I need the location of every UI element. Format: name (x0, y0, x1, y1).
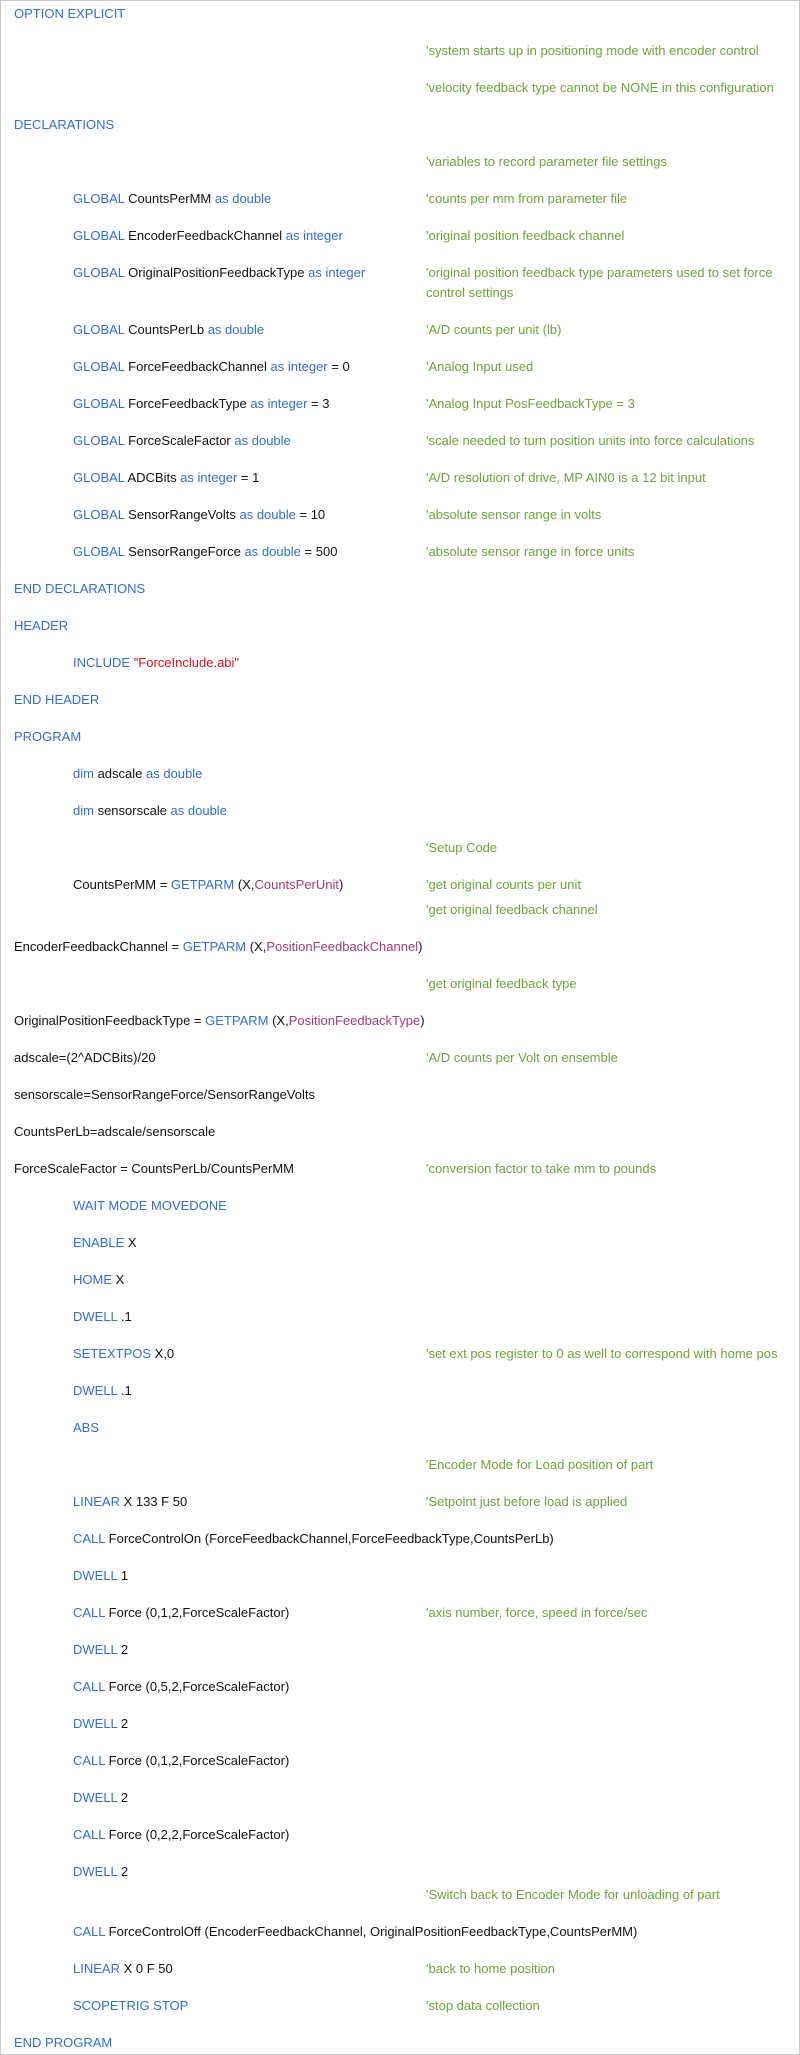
keyword: dim (73, 803, 94, 818)
identifier: EncoderFeedbackChannel (128, 228, 283, 243)
identifier: OriginalPositionFeedbackType (128, 265, 305, 280)
keyword: as double (207, 322, 265, 337)
identifier: EncoderFeedbackChannel = (14, 939, 183, 954)
code-line (73, 1605, 289, 1621)
keyword: GLOBAL (73, 265, 125, 280)
keyword: DWELL (73, 1716, 118, 1731)
keyword: dim (73, 766, 94, 781)
comment: 'conversion factor to take mm to pounds (426, 1161, 657, 1176)
comment: 'A/D counts per unit (lb) (426, 322, 562, 337)
comment: 'velocity feedback type cannot be NONE in this configuration (426, 80, 774, 95)
keyword: as double (146, 766, 203, 781)
statement: CountsPerLb=adscale/sensorscale (14, 1124, 216, 1139)
identifier: ForceFeedbackType (128, 396, 247, 411)
identifier: CountsPerLb (128, 322, 205, 337)
punctuation: ) (420, 1013, 425, 1028)
comment: 'system starts up in positioning mode with encoder control (426, 43, 759, 58)
comment: 'A/D resolution of drive, MP AIN0 is a 12 bit input (426, 470, 706, 485)
comment: 'get original counts per unit (426, 877, 581, 892)
keyword: CALL (73, 1531, 106, 1546)
statement: Force (0,2,2,ForceScaleFactor) (105, 1827, 290, 1842)
keyword: SCOPETRIG STOP (73, 1998, 189, 2013)
code-line (73, 359, 350, 375)
keyword: LINEAR (73, 1494, 120, 1509)
code-line (73, 544, 337, 560)
code-line (73, 1998, 188, 2014)
code-line (14, 6, 125, 22)
comment: 'set ext pos register to 0 as well to correspond with home pos (426, 1346, 778, 1361)
keyword: GLOBAL (73, 507, 125, 522)
keyword: CALL (73, 1679, 106, 1694)
keyword: as integer (285, 228, 343, 243)
keyword: as double (234, 433, 291, 448)
string-literal: "ForceInclude.abi" (133, 655, 240, 670)
keyword: GETPARM (170, 877, 235, 892)
punctuation: (X, (234, 877, 255, 892)
code-line (73, 1198, 227, 1214)
keyword: as integer (270, 359, 328, 374)
code-line (73, 396, 329, 412)
keyword: GETPARM (182, 939, 247, 954)
keyword: END DECLARATIONS (14, 581, 146, 596)
value: = 1 (237, 470, 260, 485)
code-line (73, 1924, 637, 1940)
comment: 'original position feedback channel (426, 228, 625, 243)
code-line (14, 692, 99, 708)
code-line (14, 618, 68, 634)
statement: ForceControlOn (ForceFeedbackChannel,ForceFeedbackType,CountsPerLb) (105, 1531, 554, 1546)
keyword: SETEXTPOS (73, 1346, 152, 1361)
code-line (14, 729, 81, 745)
comment: 'A/D counts per Volt on ensemble (426, 1050, 618, 1065)
keyword: as double (170, 803, 227, 818)
keyword: WAIT MODE MOVEDONE (73, 1198, 227, 1213)
code-line (73, 1346, 174, 1362)
keyword: HEADER (14, 618, 69, 633)
code-line (73, 433, 291, 449)
argument: X (112, 1272, 125, 1287)
code-line (73, 1753, 289, 1769)
statement: ForceScaleFactor = CountsPerLb/CountsPerMM (14, 1161, 294, 1176)
keyword: DECLARATIONS (14, 117, 115, 132)
keyword: GLOBAL (73, 359, 125, 374)
comment: 'counts per mm from parameter file (426, 191, 628, 206)
identifier: SensorRangeVolts (128, 507, 236, 522)
argument: 2 (117, 1716, 129, 1731)
keyword: PROGRAM (14, 729, 82, 744)
keyword: GLOBAL (73, 228, 125, 243)
comment: 'Switch back to Encoder Mode for unloading of part (426, 1887, 720, 1902)
identifier: ForceFeedbackChannel (128, 359, 267, 374)
code-line (73, 1790, 128, 1806)
code-line (14, 1124, 215, 1140)
keyword: INCLUDE (73, 655, 134, 670)
code-line (14, 1161, 294, 1177)
punctuation: (X, (246, 939, 267, 954)
keyword: as double (214, 191, 272, 206)
comment: 'get original feedback type (426, 976, 577, 991)
statement: Force (0,1,2,ForceScaleFactor) (105, 1605, 290, 1620)
keyword: DWELL (73, 1790, 118, 1805)
value: = 3 (307, 396, 330, 411)
keyword: GLOBAL (73, 544, 125, 559)
argument: 2 (117, 1864, 129, 1879)
argument: .1 (117, 1309, 132, 1324)
keyword: as integer (308, 265, 366, 280)
code-line (14, 1087, 315, 1103)
parameter: CountsPerUnit (254, 877, 340, 892)
statement: Force (0,1,2,ForceScaleFactor) (105, 1753, 290, 1768)
code-line (73, 1272, 124, 1288)
keyword: as integer (250, 396, 308, 411)
code-line (14, 1013, 425, 1029)
statement: sensorscale=SensorRangeForce/SensorRangeVolts (14, 1087, 315, 1102)
argument: X,0 (151, 1346, 175, 1361)
keyword: CALL (73, 1753, 106, 1768)
keyword: GLOBAL (73, 433, 125, 448)
keyword: DWELL (73, 1383, 118, 1398)
punctuation: ) (418, 939, 423, 954)
argument: 2 (117, 1642, 129, 1657)
comment: 'back to home position (426, 1961, 555, 1976)
keyword: DWELL (73, 1864, 118, 1879)
keyword: DWELL (73, 1568, 118, 1583)
keyword: GLOBAL (73, 191, 125, 206)
keyword: CALL (73, 1924, 106, 1939)
keyword: DWELL (73, 1642, 118, 1657)
comment: 'stop data collection (426, 1998, 540, 2013)
code-line (73, 507, 325, 523)
punctuation: (X, (268, 1013, 289, 1028)
code-line (14, 939, 422, 955)
code-line (73, 1642, 128, 1658)
punctuation: ) (339, 877, 344, 892)
identifier: ADCBits (127, 470, 177, 485)
code-line (73, 803, 227, 819)
comment: 'absolute sensor range in volts (426, 507, 602, 522)
statement: Force (0,5,2,ForceScaleFactor) (105, 1679, 290, 1694)
identifier: ForceScaleFactor (128, 433, 231, 448)
statement: ForceControlOff (EncoderFeedbackChannel, OriginalPositionFeedbackType,CountsPerMM) (105, 1924, 638, 1939)
identifier: adscale (93, 766, 146, 781)
comment: 'Analog Input PosFeedbackType = 3 (426, 396, 635, 411)
comment: 'scale needed to turn position units into force calculations (426, 433, 755, 448)
comment: 'Encoder Mode for Load position of part (426, 1457, 654, 1472)
keyword: as integer (180, 470, 238, 485)
keyword: as double (244, 544, 301, 559)
keyword: ENABLE (73, 1235, 125, 1250)
comment: 'Setup Code (426, 840, 498, 855)
argument: .1 (117, 1383, 132, 1398)
code-line (73, 1827, 289, 1843)
comment: 'variables to record parameter file settings (426, 154, 667, 169)
code-line (73, 1961, 173, 1977)
code-line (73, 1531, 554, 1547)
comment: 'axis number, force, speed in force/sec (426, 1605, 648, 1620)
code-line (73, 1568, 128, 1584)
keyword: ABS (73, 1420, 100, 1435)
identifier: CountsPerMM = (73, 877, 171, 892)
argument: X 133 F 50 (119, 1494, 188, 1509)
code-line (14, 1050, 156, 1066)
argument: X (124, 1235, 137, 1250)
code-line (73, 265, 365, 281)
keyword: CALL (73, 1605, 106, 1620)
keyword: END HEADER (14, 692, 100, 707)
keyword: CALL (73, 1827, 106, 1842)
comment: 'get original feedback channel (426, 902, 598, 917)
argument: 2 (117, 1790, 129, 1805)
code-line (73, 191, 271, 207)
parameter: PositionFeedbackChannel (266, 939, 419, 954)
identifier: SensorRangeForce (128, 544, 241, 559)
code-line (73, 1716, 128, 1732)
keyword: HOME (73, 1272, 112, 1287)
code-line (73, 1864, 128, 1880)
code-line (14, 117, 114, 133)
parameter: PositionFeedbackType (288, 1013, 421, 1028)
argument: X 0 F 50 (119, 1961, 173, 1976)
code-line (73, 322, 264, 338)
keyword: GLOBAL (73, 396, 125, 411)
value: = 500 (300, 544, 338, 559)
code-line (73, 655, 239, 671)
keyword: LINEAR (73, 1961, 120, 1976)
identifier: CountsPerMM (128, 191, 212, 206)
code-line (73, 470, 259, 486)
code-line (73, 1309, 132, 1325)
code-line (73, 1494, 187, 1510)
keyword: GLOBAL (73, 322, 125, 337)
identifier: sensorscale (93, 803, 171, 818)
comment: 'Setpoint just before load is applied (426, 1494, 628, 1509)
statement: adscale=(2^ADCBits)/20 (14, 1050, 156, 1065)
comment: 'original position feedback type parameters used to set force control settings (426, 265, 773, 300)
code-line (73, 1679, 289, 1695)
code-line (73, 766, 202, 782)
keyword: DWELL (73, 1309, 118, 1324)
code-line (14, 581, 145, 597)
comment: 'Analog Input used (426, 359, 534, 374)
code-line (73, 1235, 137, 1251)
value: = 0 (327, 359, 350, 374)
code-line (73, 1383, 132, 1399)
keyword: as double (239, 507, 296, 522)
keyword: GETPARM (205, 1013, 269, 1028)
keyword: GLOBAL (73, 470, 125, 485)
value: = 10 (295, 507, 326, 522)
code-line (73, 877, 343, 893)
code-line (14, 2035, 112, 2051)
comment: 'absolute sensor range in force units (426, 544, 635, 559)
argument: 1 (117, 1568, 129, 1583)
keyword: END PROGRAM (14, 2035, 113, 2050)
keyword: OPTION EXPLICIT (14, 6, 126, 21)
code-line (73, 228, 343, 244)
code-line (73, 1420, 99, 1436)
identifier: OriginalPositionFeedbackType = (14, 1013, 206, 1028)
